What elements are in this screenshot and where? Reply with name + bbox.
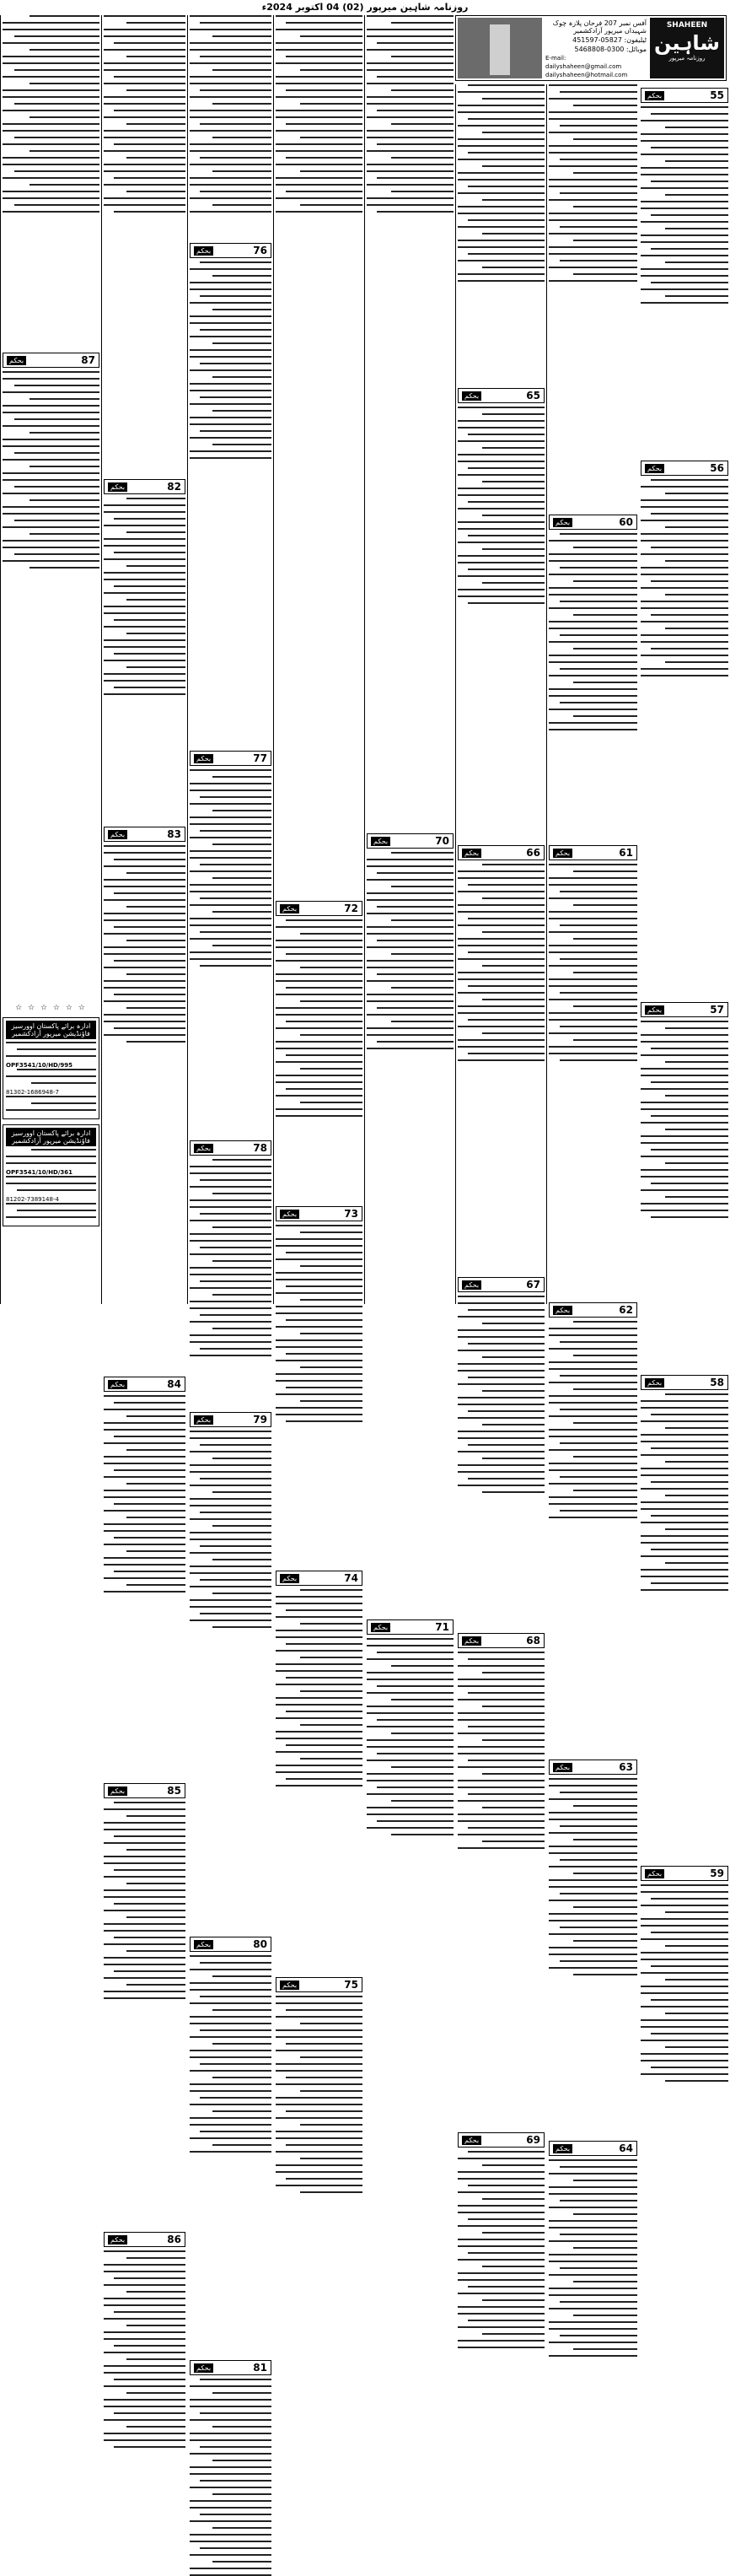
notice-tag: بحکم [280,904,299,913]
notice-box [458,1633,545,1648]
notice-number: 55 [710,89,724,101]
notice-tag: بحکم [194,754,213,763]
article-text [190,1955,271,2153]
notice-box [190,1412,271,1427]
article-text [549,84,637,282]
notice-box [190,1937,271,1952]
column-0 [0,15,101,1304]
notice-tag: بحکم [194,1415,213,1425]
article-text [276,15,362,213]
article-text [549,1778,637,1975]
column-3 [273,15,364,1991]
article-text [104,1395,185,1592]
notice-number: 76 [253,245,267,256]
email-label: E-mail: [545,55,566,62]
notice-number: 79 [253,1414,267,1425]
notice-box [641,1375,728,1390]
masthead [455,15,727,81]
article-text [549,533,637,730]
notice-number: 69 [526,2134,540,2146]
notice-number: 74 [344,1572,358,1584]
notice-tag: بحکم [553,518,572,527]
logo-subtitle: روزنامہ میرپور [668,55,706,62]
notice-number: 71 [435,1621,449,1633]
notice-tag: بحکم [371,837,390,846]
notice-number: 85 [167,1785,181,1797]
notice-box [641,461,728,476]
notice-number: 80 [253,1938,267,1950]
notice-number: 66 [526,847,540,859]
notice-tag: بحکم [371,1623,390,1632]
column-5 [455,84,546,2146]
notice-box [641,1002,728,1017]
notice-number: 67 [526,1279,540,1291]
column-2 [187,15,273,2374]
notice-box [367,833,454,849]
article-text [190,769,271,967]
classified-ad [3,1124,99,1226]
article-text [104,845,185,1043]
article-text [3,371,99,569]
article-text [549,2159,637,2357]
notice-box [276,901,362,916]
notice-tag: بحکم [645,464,664,473]
notice-tag: بحکم [553,2144,572,2153]
column-7 [639,84,730,1879]
article-text [104,2250,185,2448]
ad-reference: OPF3541/10/HD/361 [6,1169,73,1176]
notice-number: 63 [619,1761,633,1773]
phone-number: ٹیلیفون: 05827-451597 [572,36,647,44]
masthead-photo [458,18,542,78]
article-text [641,479,728,676]
article-text [276,1225,362,1422]
article-text [641,1021,728,1218]
notice-tag: بحکم [194,1940,213,1949]
notice-box [458,2132,545,2148]
ad-title: ادارہ برائے پاکستان اوورسیز فاؤنڈیشن میرپور آزادکشمیر [6,1021,96,1039]
notice-number: 58 [710,1377,724,1388]
notice-box [641,88,728,103]
monument-image [490,24,510,75]
notice-tag: بحکم [645,91,664,100]
masthead-contact [545,18,647,78]
notice-box [549,515,637,530]
notice-number: 70 [435,835,449,847]
ad-text [6,1096,96,1111]
article-text [3,15,99,213]
notice-number: 61 [619,847,633,859]
notice-tag: بحکم [645,1869,664,1878]
date-line: روزنامہ شاہین میرپور (02) 04 اکتوبر 2024ء [261,2,469,13]
article-text [104,1802,185,1999]
classified-ad [3,1017,99,1119]
article-text [458,1296,545,1493]
notice-box [190,1140,271,1156]
article-text [276,1996,362,2193]
notice-box [549,1760,637,1775]
notice-tag: بحکم [553,849,572,858]
notice-box [104,1377,185,1392]
ad-text [6,1176,96,1191]
column-4 [364,15,455,1633]
notice-number: 87 [81,354,95,366]
notice-tag: بحکم [645,1005,664,1015]
notice-tag: بحکم [553,1763,572,1772]
notice-tag: بحکم [108,1380,127,1389]
article-text [190,261,271,459]
article-text [276,919,362,1117]
notice-box [367,1619,454,1635]
article-text [190,1159,271,1356]
email-secondary: dailyshaheen@hotmail.com [545,72,628,78]
notice-number: 75 [344,1979,358,1991]
notice-box [276,1977,362,1992]
article-text [458,2151,545,2348]
notice-number: 72 [344,903,358,914]
notice-tag: بحکم [7,356,26,365]
logo-urdu: شاہین [653,31,721,55]
ad-text [6,1203,96,1218]
column-6 [546,84,639,2154]
email-primary: dailyshaheen@gmail.com [545,63,622,70]
article-text [190,2379,271,2576]
ad-text [6,1042,96,1057]
article-text [458,84,545,282]
notice-tag: بحکم [280,1981,299,1990]
notice-number: 68 [526,1635,540,1646]
article-text [190,1431,271,1628]
notice-box [104,2232,185,2247]
article-text [367,15,454,213]
notice-box [190,243,271,258]
notice-tag: بحکم [462,2136,481,2145]
notice-tag: بحکم [553,1306,572,1315]
ad-title: ادارہ برائے پاکستان اوورسیز فاؤنڈیشن میرپور آزادکشمیر [6,1128,96,1146]
column-1 [101,15,187,2245]
article-text [458,1652,545,1849]
ad-reference: OPF3541/10/HD/995 [6,1062,73,1069]
notice-tag: بحکم [462,849,481,858]
notice-box [641,1866,728,1881]
ad-phone: 81302-1686948-7 [6,1089,59,1096]
notice-tag: بحکم [462,1636,481,1646]
notice-box [104,1783,185,1798]
ad-text [6,1149,96,1164]
notice-tag: بحکم [108,830,127,839]
notice-tag: بحکم [280,1574,299,1583]
notice-number: 78 [253,1142,267,1154]
notice-box [458,845,545,860]
ad-text [6,1069,96,1084]
article-text [276,1589,362,1786]
notice-tag: بحکم [108,2235,127,2245]
notice-number: 56 [710,462,724,474]
notice-tag: بحکم [194,1144,213,1153]
notice-box [190,2360,271,2375]
notice-number: 77 [253,752,267,764]
notice-box [549,2141,637,2156]
separator-stars: ☆ ☆ ☆ ☆ ☆ ☆ [15,1004,87,1012]
article-text [641,1884,728,2082]
notice-tag: بحکم [645,1378,664,1388]
notice-tag: بحکم [280,1210,299,1219]
notice-number: 83 [167,828,181,840]
notice-number: 60 [619,516,633,528]
newspaper-logo [650,18,724,78]
notice-number: 59 [710,1867,724,1879]
mobile-number: موبائل: 0300-5468808 [574,46,647,53]
notice-number: 62 [619,1304,633,1316]
logo-english: SHAHEEN [666,21,708,30]
notice-box [190,751,271,766]
office-address: آفس نمبر 207 فرحان پلازہ چوک شہیداں میرپور آزادکشمیر [552,19,647,35]
article-text [641,1393,728,1591]
notice-box [549,845,637,860]
notice-tag: بحکم [462,391,481,401]
article-text [367,1638,454,1835]
article-text [104,498,185,695]
article-text [367,852,454,1049]
notice-tag: بحکم [108,1786,127,1796]
notice-tag: بحکم [462,1280,481,1290]
article-text [104,15,185,213]
notice-box [276,1206,362,1221]
notice-box [458,1277,545,1292]
article-text [190,15,271,213]
notice-number: 82 [167,481,181,493]
ad-phone: 81202-7389148-4 [6,1196,59,1203]
notice-number: 81 [253,2362,267,2374]
notice-number: 64 [619,2142,633,2154]
notice-box [276,1571,362,1586]
notice-box [549,1302,637,1318]
notice-tag: بحکم [194,246,213,256]
article-text [458,407,545,604]
notice-number: 65 [526,390,540,401]
article-text [458,864,545,1061]
notice-number: 84 [167,1378,181,1390]
article-text [549,864,637,1061]
article-text [549,1321,637,1518]
notice-number: 73 [344,1208,358,1220]
article-text [641,106,728,304]
notice-box [3,353,99,368]
notice-tag: بحکم [194,2363,213,2373]
notice-number: 57 [710,1004,724,1016]
notice-tag: بحکم [108,482,127,492]
notice-box [104,827,185,842]
notice-number: 86 [167,2234,181,2245]
notice-box [104,479,185,494]
notice-box [458,388,545,403]
